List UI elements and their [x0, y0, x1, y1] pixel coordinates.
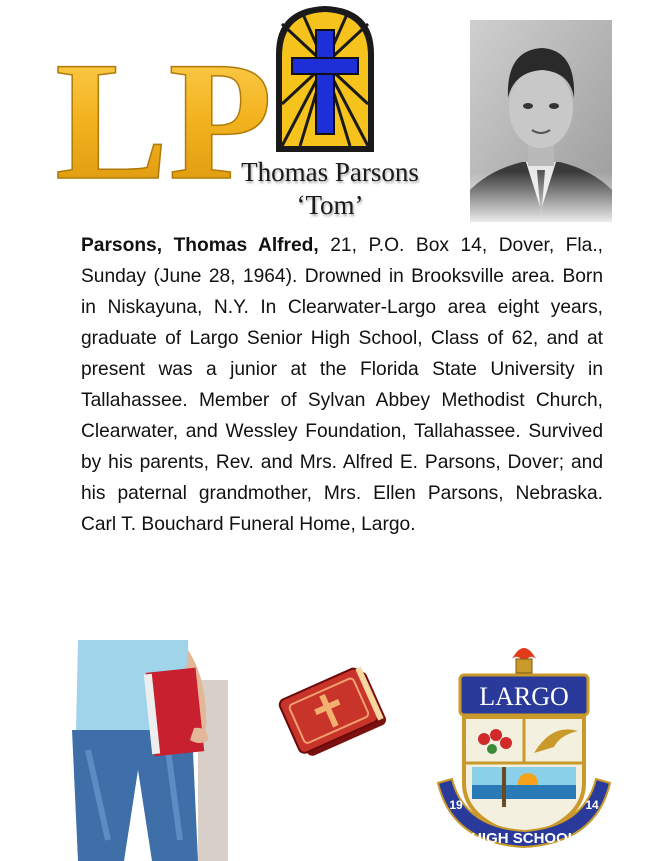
portrait-photo — [470, 20, 612, 222]
crest-year-right: 14 — [585, 798, 599, 812]
largo-high-school-crest — [432, 643, 616, 851]
student-image — [68, 640, 228, 861]
crest-year-left: 19 — [449, 798, 463, 812]
lp-logo-letters: LP — [55, 27, 273, 215]
stained-glass-cross-icon — [272, 4, 378, 154]
obituary-lead: Parsons, Thomas Alfred, — [81, 235, 319, 256]
obituary-text — [81, 230, 603, 540]
obituary-body: 21, P.O. Box 14, Dover, Fla., Sunday (June 28, 1964). Drowned in Brooksville area. Born in Niskayuna, N.Y. In Clearwater-Largo area eight years, graduate of Largo Senior High School, Class of 62, and at present was a junior at the Florida State University in Tallahassee. Member of Sylvan Abbey Methodist Church, Clearwater, and Wessley Foundation, Tallahassee. Survived by his parents, Rev. and Mrs. Alfred E. Parsons, Dover; and his paternal grandmother, Mrs. Ellen Parsons, Nebraska. Carl T. Bouchard Funeral Home, Largo. — [81, 235, 603, 535]
bible-icon — [272, 660, 394, 760]
crest-bottom-text: HIGH SCHOOL — [471, 830, 577, 847]
lp-logo — [55, 27, 273, 215]
page-title: Thomas Parsons — [241, 157, 419, 187]
nickname: ‘Tom’ — [296, 190, 364, 220]
crest-top-text: LARGO — [479, 682, 569, 711]
